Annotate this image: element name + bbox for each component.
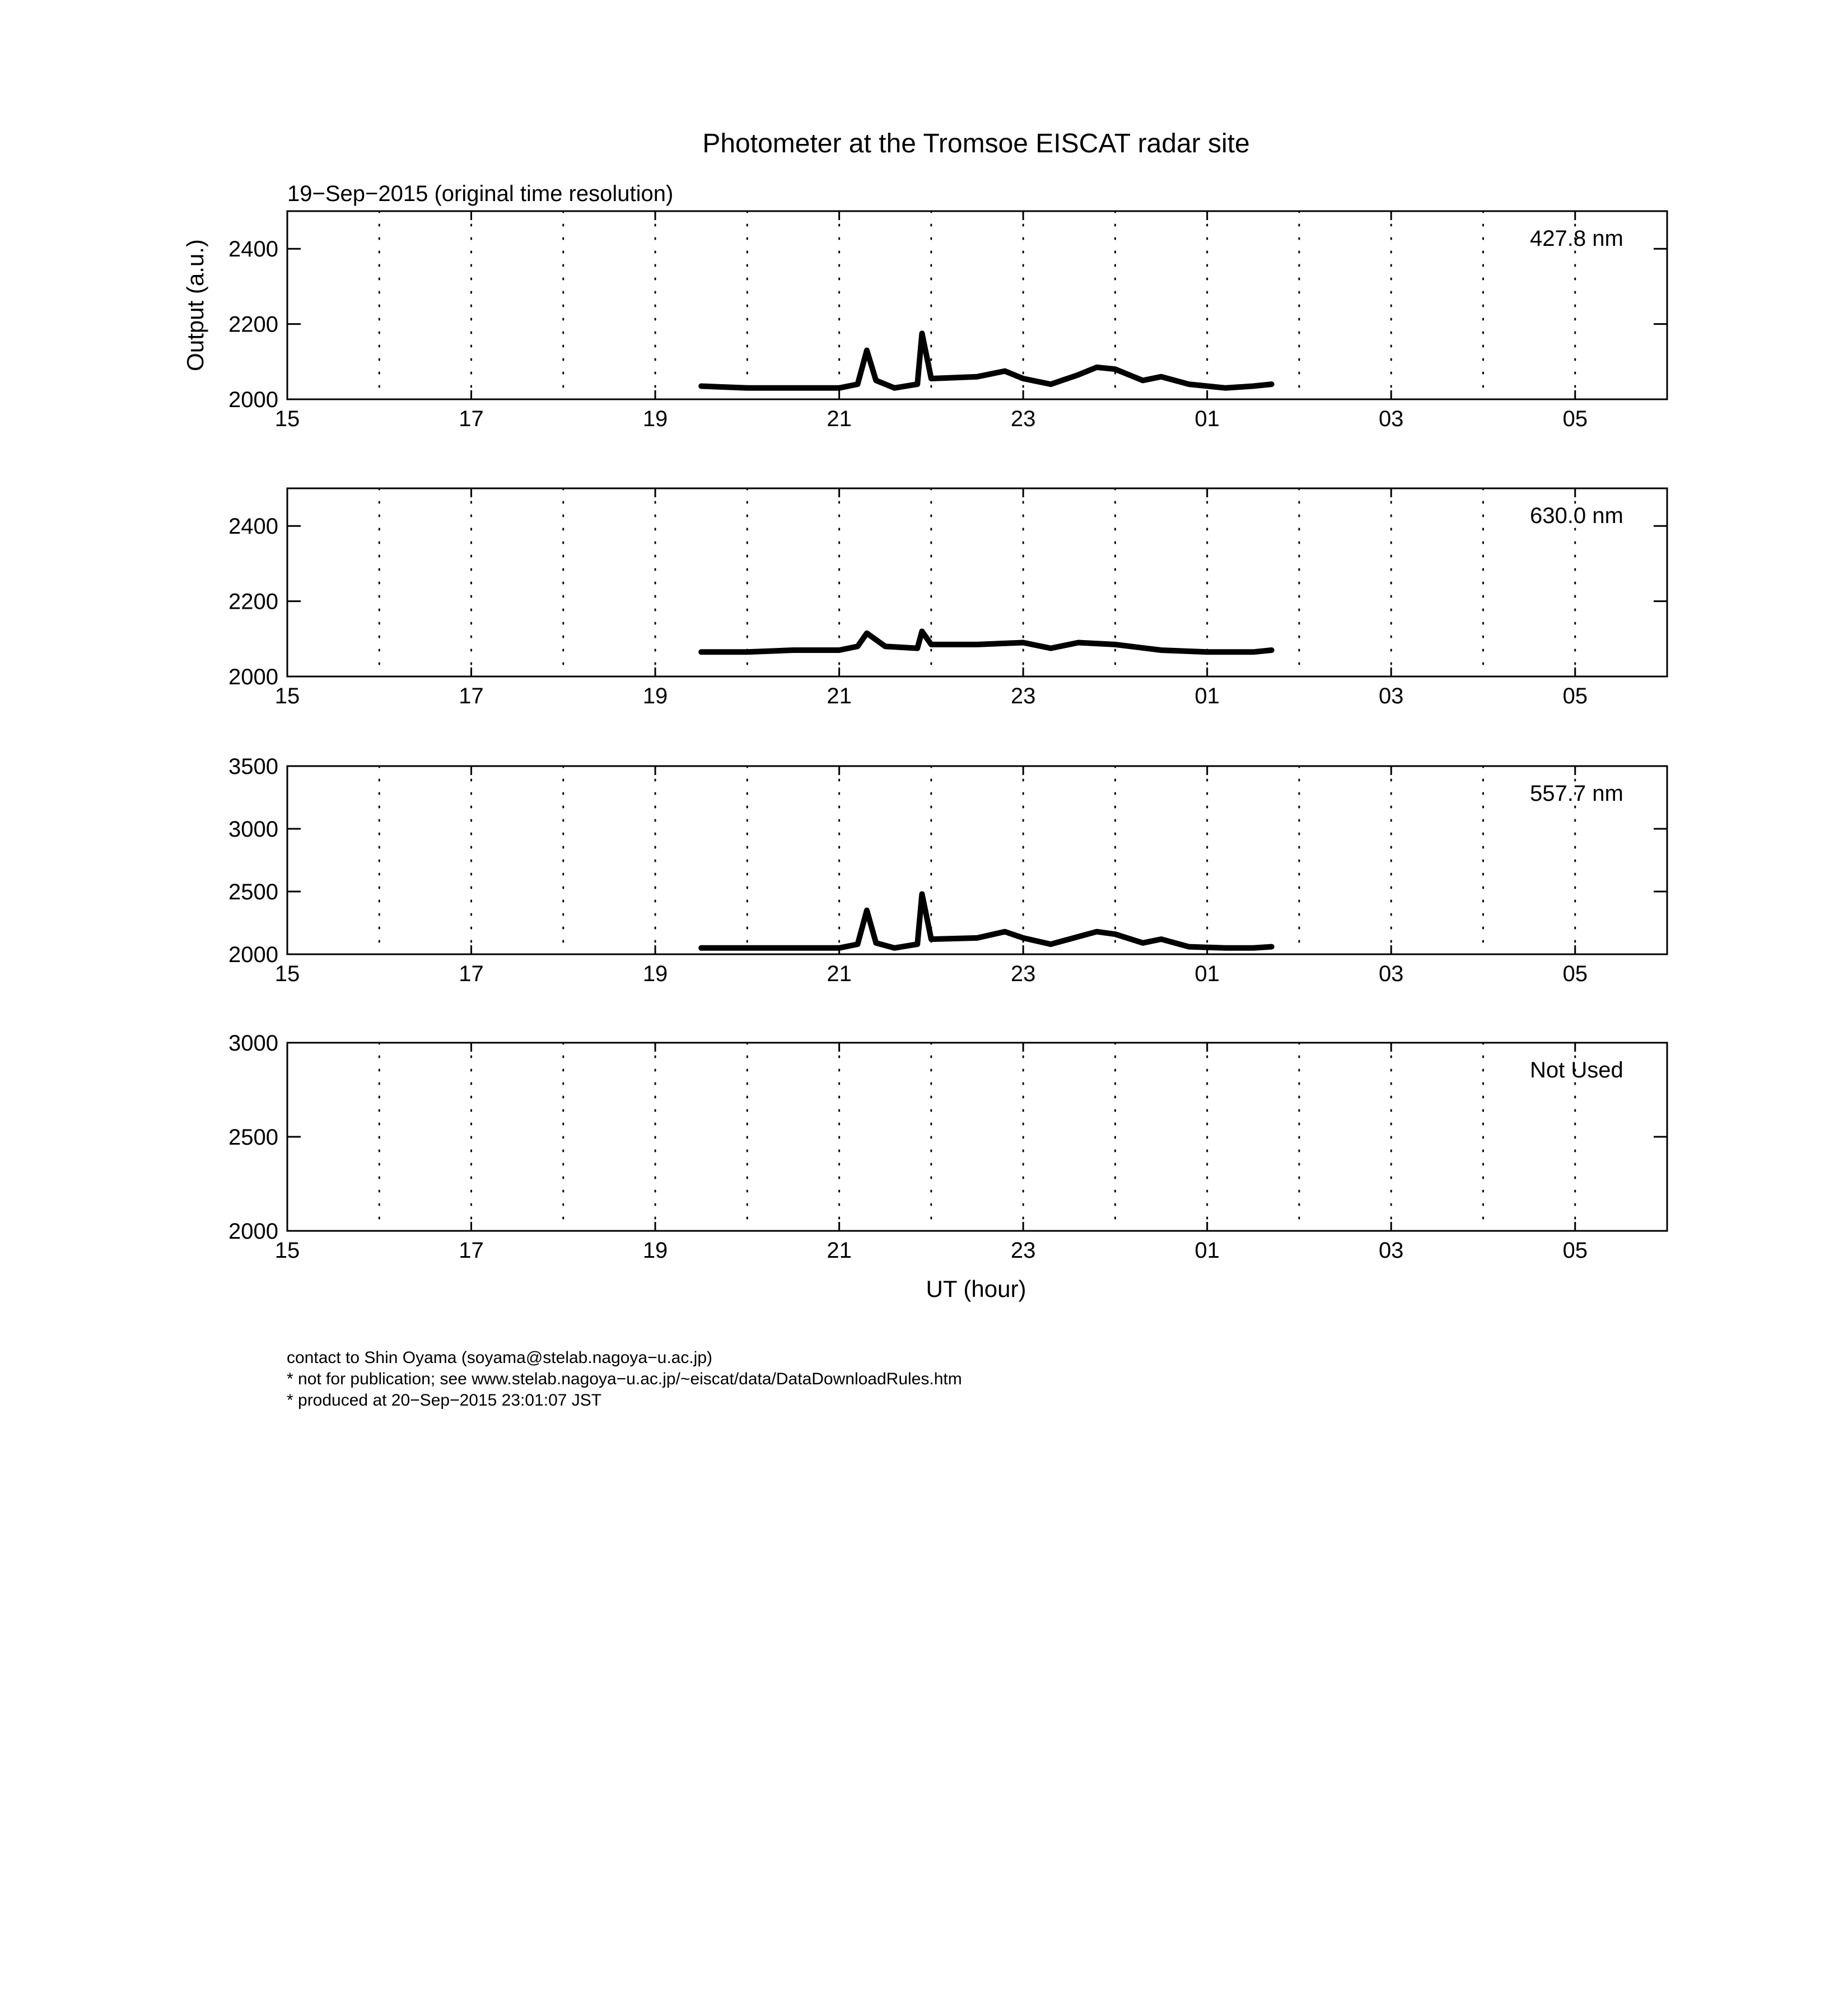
x-tick-label: 03 bbox=[1378, 684, 1404, 708]
x-tick-label: 03 bbox=[1378, 962, 1404, 986]
y-tick-label: 3000 bbox=[228, 817, 278, 842]
x-tick-label: 23 bbox=[1010, 1238, 1036, 1263]
x-tick-label: 21 bbox=[827, 684, 852, 708]
y-tick-label: 2000 bbox=[228, 942, 278, 967]
x-tick-label: 21 bbox=[827, 407, 852, 431]
y-tick-label: 2200 bbox=[228, 589, 278, 614]
chart-panel-2 bbox=[228, 488, 1667, 708]
x-tick-label: 15 bbox=[274, 407, 300, 431]
footer-publication-note: * not for publication; see www.stelab.nagoya−u.ac.jp/~eiscat/data/DataDownloadRules.htm bbox=[287, 1370, 962, 1388]
x-tick-label: 15 bbox=[274, 1238, 300, 1263]
x-tick-label: 05 bbox=[1562, 962, 1588, 986]
plot-frame bbox=[287, 488, 1667, 676]
plot-frame bbox=[287, 211, 1667, 399]
x-tick-label: 01 bbox=[1194, 684, 1220, 708]
panels-group bbox=[228, 211, 1667, 1263]
data-series-line bbox=[701, 894, 1272, 948]
data-series-line bbox=[701, 333, 1272, 388]
y-tick-label: 2400 bbox=[228, 237, 278, 262]
x-tick-label: 05 bbox=[1562, 684, 1588, 708]
y-tick-label: 2000 bbox=[228, 1219, 278, 1244]
x-tick-label: 19 bbox=[642, 407, 668, 431]
footer-contact: contact to Shin Oyama (soyama@stelab.nagoya−u.ac.jp) bbox=[287, 1348, 713, 1367]
figure-title: Photometer at the Tromsoe EISCAT radar site bbox=[702, 129, 1250, 158]
x-tick-label: 17 bbox=[459, 684, 484, 708]
figure-subtitle: 19−Sep−2015 (original time resolution) bbox=[287, 181, 674, 206]
x-tick-label: 01 bbox=[1194, 962, 1220, 986]
plot-frame bbox=[287, 1043, 1667, 1231]
chart-panel-3 bbox=[228, 754, 1667, 986]
x-tick-label: 17 bbox=[459, 407, 484, 431]
chart-panel-1 bbox=[228, 211, 1667, 431]
x-tick-label: 03 bbox=[1378, 407, 1404, 431]
y-tick-label: 2500 bbox=[228, 880, 278, 904]
x-tick-label: 17 bbox=[459, 1238, 484, 1263]
x-tick-label: 23 bbox=[1010, 407, 1036, 431]
x-tick-label: 23 bbox=[1010, 962, 1036, 986]
y-tick-label: 2400 bbox=[228, 514, 278, 539]
panel-label: Not Used bbox=[1530, 1058, 1623, 1082]
x-tick-label: 03 bbox=[1378, 1238, 1404, 1263]
x-tick-label: 17 bbox=[459, 962, 484, 986]
chart-panel-4 bbox=[228, 1031, 1667, 1263]
panel-label: 557.7 nm bbox=[1530, 781, 1623, 806]
panel-label: 630.0 nm bbox=[1530, 503, 1623, 528]
x-tick-label: 01 bbox=[1194, 1238, 1220, 1263]
panel-label: 427.8 nm bbox=[1530, 226, 1623, 251]
x-tick-label: 15 bbox=[274, 684, 300, 708]
x-tick-label: 19 bbox=[642, 1238, 668, 1263]
y-tick-label: 3000 bbox=[228, 1031, 278, 1056]
y-tick-label: 3500 bbox=[228, 754, 278, 779]
plot-frame bbox=[287, 766, 1667, 954]
x-tick-label: 15 bbox=[274, 962, 300, 986]
y-tick-label: 2200 bbox=[228, 312, 278, 337]
x-tick-label: 01 bbox=[1194, 407, 1220, 431]
x-tick-label: 23 bbox=[1010, 684, 1036, 708]
x-tick-label: 05 bbox=[1562, 407, 1588, 431]
y-tick-label: 2000 bbox=[228, 388, 278, 412]
footer-produced-note: * produced at 20−Sep−2015 23:01:07 JST bbox=[287, 1391, 602, 1410]
footer-notes bbox=[287, 1347, 962, 1411]
x-tick-label: 19 bbox=[642, 962, 668, 986]
y-axis-label: Output (a.u.) bbox=[182, 239, 208, 371]
x-tick-label: 21 bbox=[827, 962, 852, 986]
x-tick-label: 19 bbox=[642, 684, 668, 708]
y-tick-label: 2000 bbox=[228, 665, 278, 689]
x-tick-label: 21 bbox=[827, 1238, 852, 1263]
x-axis-label: UT (hour) bbox=[926, 1276, 1026, 1302]
data-series-line bbox=[701, 631, 1272, 652]
x-tick-label: 05 bbox=[1562, 1238, 1588, 1263]
y-tick-label: 2500 bbox=[228, 1125, 278, 1150]
